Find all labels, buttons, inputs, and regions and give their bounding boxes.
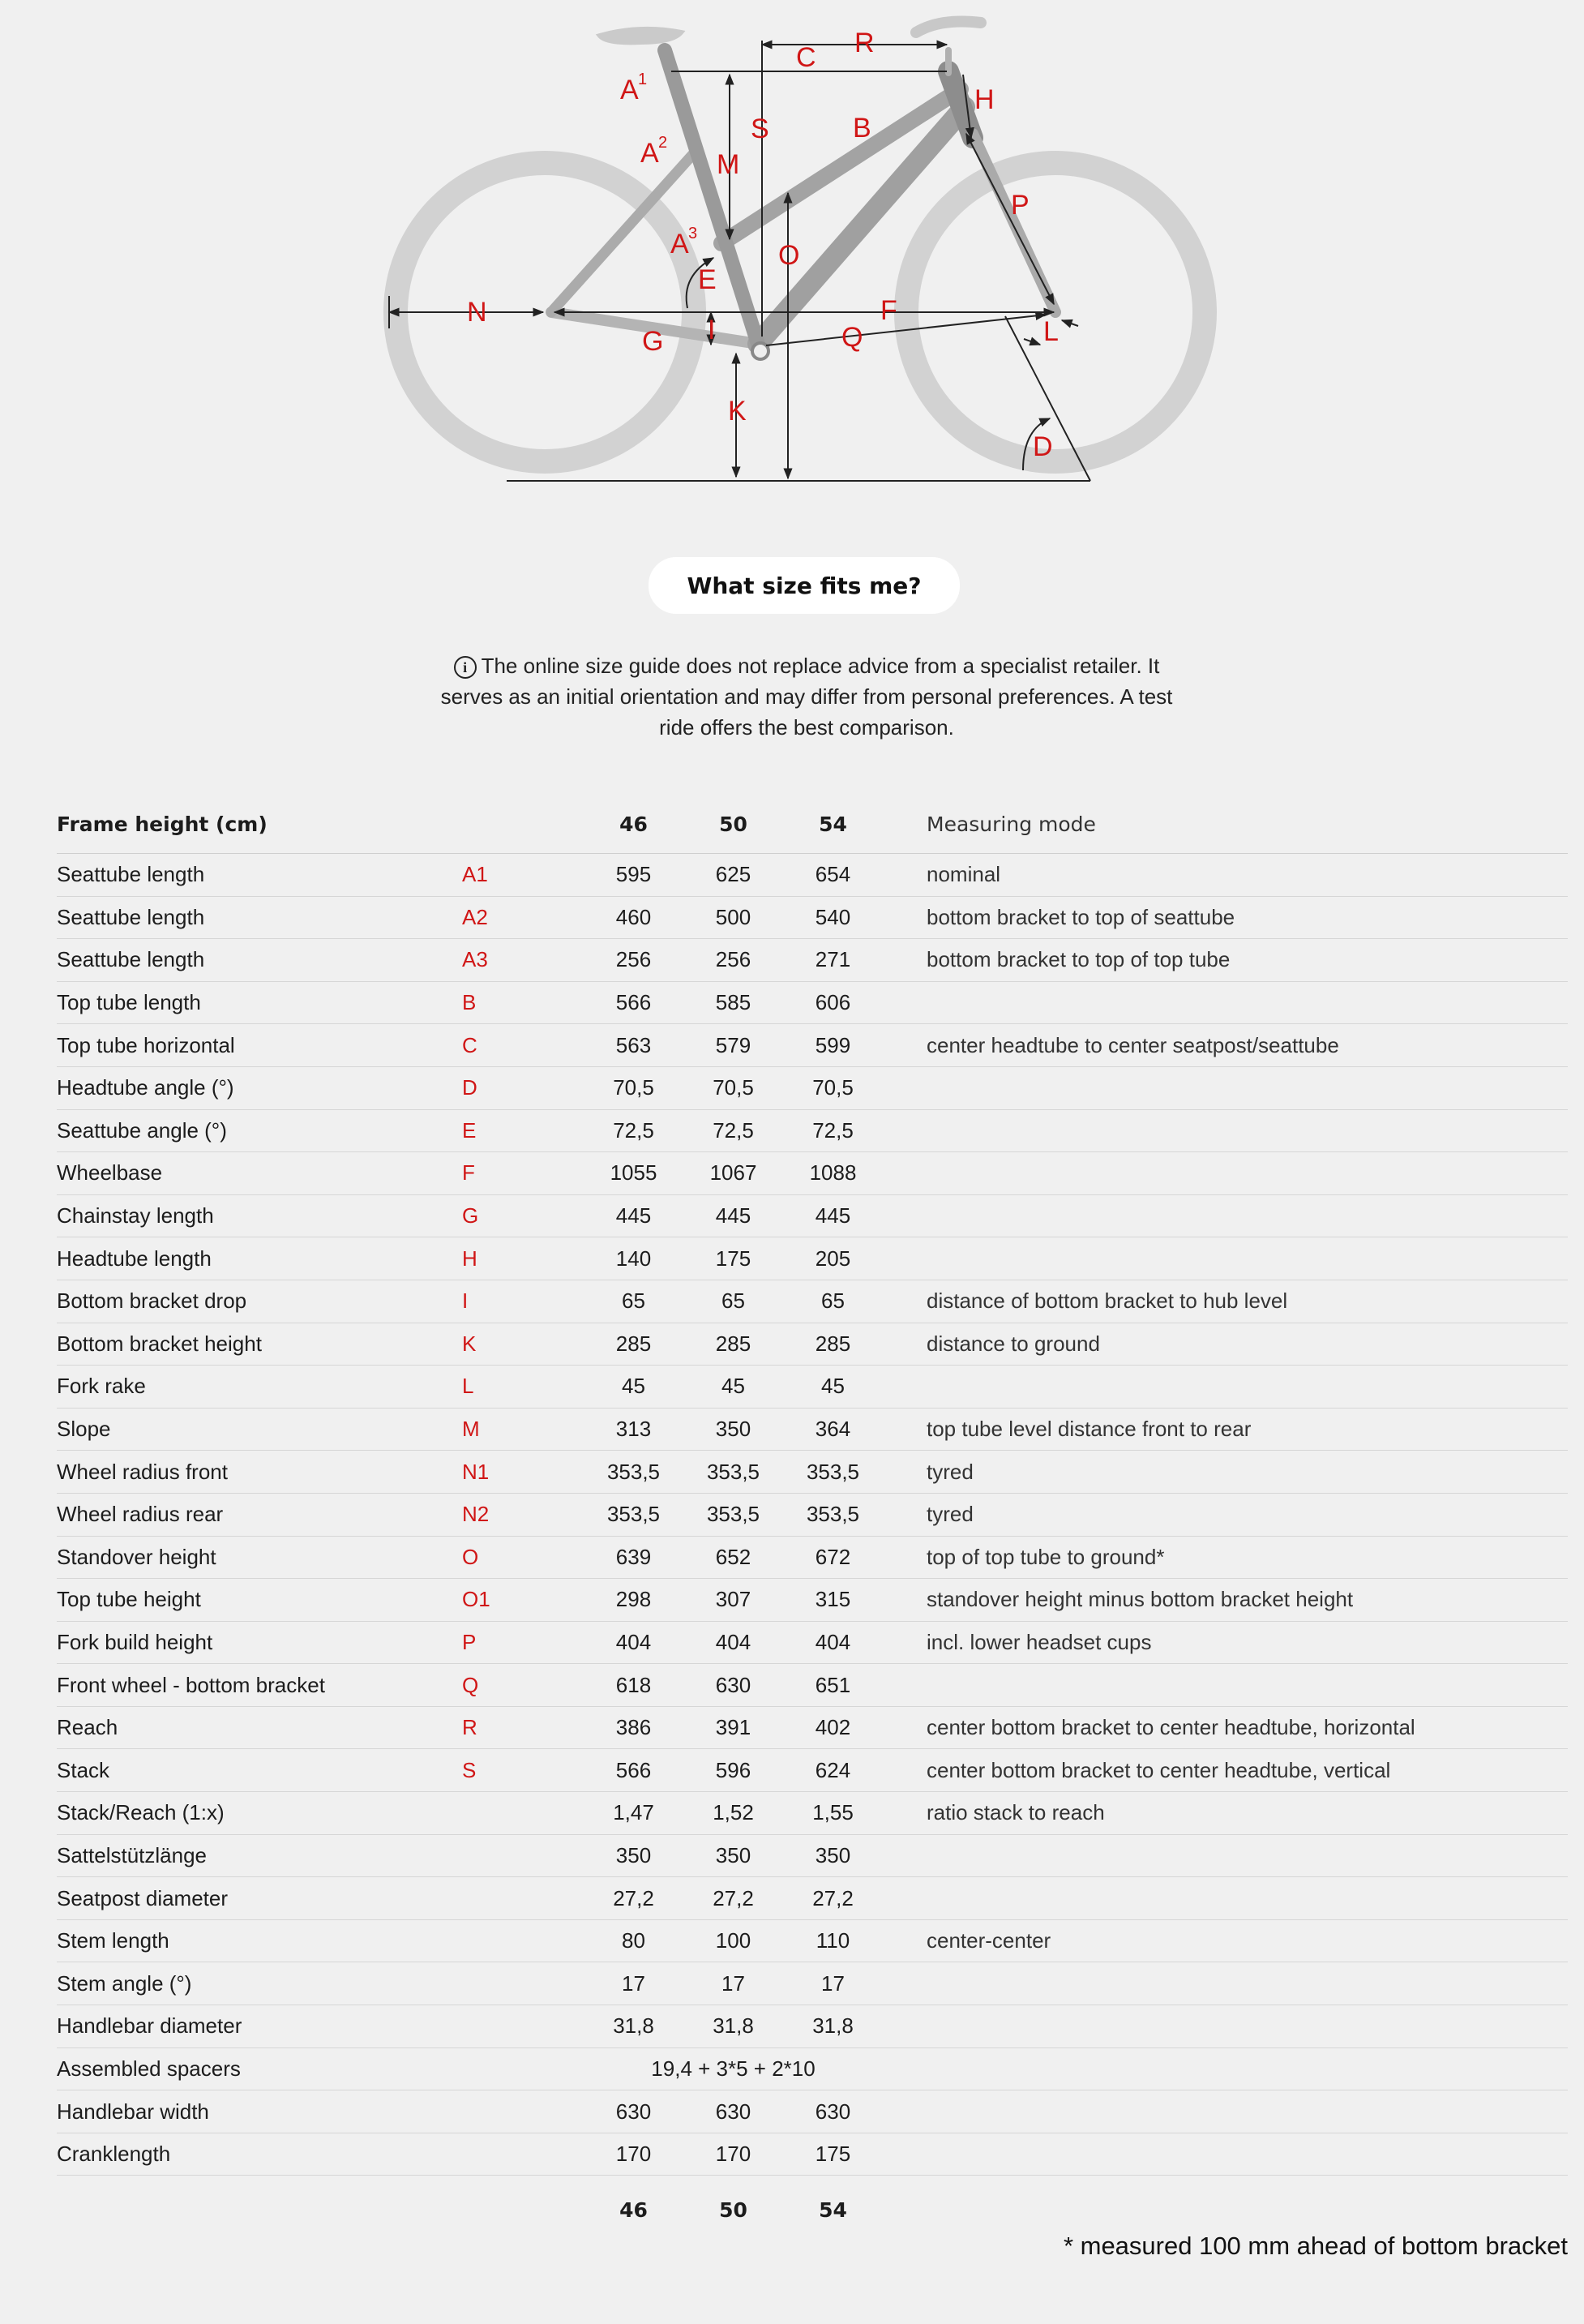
table-row bbox=[57, 1537, 1568, 1580]
row-mode: tyred bbox=[927, 1502, 974, 1527]
row-name: Seattube length bbox=[57, 862, 205, 887]
row-code: I bbox=[462, 1288, 469, 1314]
row-value: 307 bbox=[715, 1587, 751, 1612]
row-name: Stack bbox=[57, 1757, 110, 1782]
table-row bbox=[57, 1195, 1568, 1238]
row-mode: bottom bracket to top of top tube bbox=[927, 947, 1231, 972]
row-value: 315 bbox=[815, 1587, 851, 1612]
row-value: 350 bbox=[715, 1842, 751, 1867]
row-value: 625 bbox=[715, 862, 751, 887]
row-value: 271 bbox=[815, 947, 851, 972]
label-i: I bbox=[708, 315, 716, 345]
table-row bbox=[57, 1962, 1568, 2005]
row-value: 45 bbox=[721, 1374, 745, 1399]
row-value: 445 bbox=[715, 1203, 751, 1228]
row-code: D bbox=[462, 1075, 477, 1100]
row-name: Assembled spacers bbox=[57, 2056, 241, 2081]
table-row bbox=[57, 1877, 1568, 1920]
row-value: 72,5 bbox=[713, 1117, 754, 1143]
row-code: F bbox=[462, 1160, 475, 1186]
row-code: E bbox=[462, 1117, 477, 1143]
table-row bbox=[57, 854, 1568, 897]
row-name: Seattube angle (°) bbox=[57, 1117, 227, 1143]
row-value: 606 bbox=[815, 990, 851, 1015]
row-value: 654 bbox=[815, 862, 851, 887]
row-name: Stem length bbox=[57, 1928, 169, 1953]
table-row bbox=[57, 1152, 1568, 1195]
row-mode: top of top tube to ground* bbox=[927, 1544, 1165, 1569]
table-row bbox=[57, 1280, 1568, 1323]
row-code: A1 bbox=[462, 862, 488, 887]
label-b: B bbox=[853, 113, 871, 144]
row-name: Wheel radius front bbox=[57, 1459, 228, 1484]
row-code: R bbox=[462, 1715, 477, 1740]
label-a1: A bbox=[620, 75, 639, 105]
row-name: Bottom bracket height bbox=[57, 1331, 262, 1356]
row-name: Bottom bracket drop bbox=[57, 1288, 247, 1314]
row-value: 353,5 bbox=[706, 1502, 760, 1527]
row-mode: standover height minus bottom bracket height bbox=[927, 1587, 1354, 1612]
row-value: 31,8 bbox=[613, 2013, 654, 2039]
row-value: 445 bbox=[815, 1203, 851, 1228]
row-code: O1 bbox=[462, 1587, 490, 1612]
row-value: 45 bbox=[821, 1374, 845, 1399]
row-value: 402 bbox=[815, 1715, 851, 1740]
label-a1-sup: 1 bbox=[638, 71, 648, 88]
row-value: 72,5 bbox=[613, 1117, 654, 1143]
row-name: Fork rake bbox=[57, 1374, 146, 1399]
table-row bbox=[57, 1664, 1568, 1707]
measuring-mode-header: Measuring mode bbox=[927, 812, 1096, 836]
size-guide-disclaimer bbox=[438, 650, 1175, 743]
table-row bbox=[57, 1494, 1568, 1537]
row-code: S bbox=[462, 1757, 477, 1782]
table-header-row bbox=[57, 795, 1568, 854]
table-row bbox=[57, 2005, 1568, 2048]
row-value: 27,2 bbox=[713, 1885, 754, 1910]
table-row bbox=[57, 1237, 1568, 1280]
geometry-table bbox=[57, 795, 1568, 2244]
label-h: H bbox=[974, 84, 995, 115]
row-name: Cranklength bbox=[57, 2142, 171, 2167]
row-value: 285 bbox=[715, 1331, 751, 1356]
row-value: 256 bbox=[615, 947, 652, 972]
row-value: 80 bbox=[622, 1928, 645, 1953]
size-footer: 46 bbox=[619, 2198, 648, 2222]
row-value: 630 bbox=[815, 2099, 851, 2124]
label-l: L bbox=[1043, 316, 1059, 347]
row-value: 175 bbox=[715, 1246, 751, 1271]
row-value: 624 bbox=[815, 1757, 851, 1782]
row-value: 31,8 bbox=[713, 2013, 754, 2039]
table-row bbox=[57, 1707, 1568, 1750]
row-name: Top tube horizontal bbox=[57, 1032, 235, 1057]
row-code: L bbox=[462, 1374, 474, 1399]
row-value: 353,5 bbox=[806, 1459, 860, 1484]
row-name: Top tube length bbox=[57, 990, 201, 1015]
row-name: Standover height bbox=[57, 1544, 216, 1569]
table-row bbox=[57, 2048, 1568, 2091]
row-value: 630 bbox=[715, 1672, 751, 1697]
row-code: A3 bbox=[462, 947, 488, 972]
row-value: 350 bbox=[715, 1417, 751, 1442]
row-value: 70,5 bbox=[713, 1075, 754, 1100]
row-name: Handlebar diameter bbox=[57, 2013, 242, 2039]
row-value: 500 bbox=[715, 904, 751, 929]
info-circle-icon: i bbox=[454, 656, 477, 679]
row-value: 391 bbox=[715, 1715, 751, 1740]
label-k: K bbox=[728, 396, 747, 427]
table-row bbox=[57, 1920, 1568, 1963]
frame-height-header: Frame height (cm) bbox=[57, 812, 268, 836]
label-e: E bbox=[698, 264, 717, 295]
row-value: 170 bbox=[615, 2142, 652, 2167]
row-value: 285 bbox=[615, 1331, 652, 1356]
row-code: N2 bbox=[462, 1502, 490, 1527]
row-value: 205 bbox=[815, 1246, 851, 1271]
row-value: 1,55 bbox=[812, 1800, 854, 1825]
row-value: 618 bbox=[615, 1672, 652, 1697]
row-value: 445 bbox=[615, 1203, 652, 1228]
row-mode: top tube level distance front to rear bbox=[927, 1417, 1252, 1442]
row-name: Wheel radius rear bbox=[57, 1502, 224, 1527]
row-value: 17 bbox=[622, 1970, 645, 1996]
row-value: 595 bbox=[615, 862, 652, 887]
row-value: 313 bbox=[615, 1417, 652, 1442]
label-f: F bbox=[880, 295, 897, 326]
row-name: Headtube length bbox=[57, 1246, 212, 1271]
row-value: 404 bbox=[715, 1629, 751, 1654]
size-header: 50 bbox=[719, 812, 747, 836]
row-mode: center-center bbox=[927, 1928, 1051, 1953]
table-row bbox=[57, 897, 1568, 940]
row-value: 65 bbox=[721, 1288, 745, 1314]
row-value: 45 bbox=[622, 1374, 645, 1399]
row-value: 1,52 bbox=[713, 1800, 754, 1825]
row-name: Front wheel - bottom bracket bbox=[57, 1672, 325, 1697]
row-value: 364 bbox=[815, 1417, 851, 1442]
row-value: 350 bbox=[615, 1842, 652, 1867]
row-value: 31,8 bbox=[812, 2013, 854, 2039]
row-mode: ratio stack to reach bbox=[927, 1800, 1105, 1825]
row-value: 566 bbox=[615, 990, 652, 1015]
row-value: 27,2 bbox=[613, 1885, 654, 1910]
size-header: 54 bbox=[819, 812, 847, 836]
label-o: O bbox=[778, 240, 800, 271]
row-value: 70,5 bbox=[812, 1075, 854, 1100]
row-value: 630 bbox=[715, 2099, 751, 2124]
table-row bbox=[57, 1451, 1568, 1494]
row-mode: center headtube to center seatpost/seattube bbox=[927, 1032, 1339, 1057]
row-name: Wheelbase bbox=[57, 1160, 163, 1186]
table-row bbox=[57, 1409, 1568, 1451]
table-row bbox=[57, 1579, 1568, 1622]
label-d: D bbox=[1033, 431, 1053, 462]
row-value: 170 bbox=[715, 2142, 751, 2167]
label-a3: A bbox=[670, 229, 689, 259]
row-value: 256 bbox=[715, 947, 751, 972]
bike-geometry-diagram bbox=[0, 0, 1584, 519]
label-r: R bbox=[854, 28, 875, 58]
row-value: 651 bbox=[815, 1672, 851, 1697]
row-name: Top tube height bbox=[57, 1587, 201, 1612]
row-code: B bbox=[462, 990, 477, 1015]
row-value: 350 bbox=[815, 1842, 851, 1867]
row-code: N1 bbox=[462, 1459, 490, 1484]
row-name: Handlebar width bbox=[57, 2099, 209, 2124]
footnote: * measured 100 mm ahead of bottom bracket bbox=[1063, 2232, 1568, 2260]
row-value: 1,47 bbox=[613, 1800, 654, 1825]
row-name: Seatpost diameter bbox=[57, 1885, 229, 1910]
row-value: 672 bbox=[815, 1544, 851, 1569]
row-value: 1055 bbox=[610, 1160, 657, 1186]
label-m: M bbox=[717, 149, 740, 180]
row-code: K bbox=[462, 1331, 477, 1356]
table-row bbox=[57, 1622, 1568, 1665]
label-q: Q bbox=[841, 322, 863, 353]
label-g: G bbox=[642, 326, 664, 357]
row-value: 140 bbox=[615, 1246, 652, 1271]
table-row bbox=[57, 1024, 1568, 1067]
row-value: 175 bbox=[815, 2142, 851, 2167]
row-value: 65 bbox=[821, 1288, 845, 1314]
row-code: O bbox=[462, 1544, 479, 1569]
table-row bbox=[57, 1323, 1568, 1366]
row-mode: nominal bbox=[927, 862, 1001, 887]
row-mode: center bottom bracket to center headtube, vertical bbox=[927, 1757, 1391, 1782]
table-row bbox=[57, 1835, 1568, 1878]
row-name: Slope bbox=[57, 1417, 111, 1442]
label-n: N bbox=[467, 297, 487, 328]
row-mode: center bottom bracket to center headtube, horizontal bbox=[927, 1715, 1415, 1740]
row-name: Sattelstützlänge bbox=[57, 1842, 208, 1867]
disclaimer-text: The online size guide does not replace advice from a specialist retailer. It serves as an initial orientation and may differ from personal preferences. A test ride offers the best comparison. bbox=[440, 654, 1173, 740]
row-value: 65 bbox=[622, 1288, 645, 1314]
row-value: 353,5 bbox=[706, 1459, 760, 1484]
row-value: 540 bbox=[815, 904, 851, 929]
row-value: 630 bbox=[615, 2099, 652, 2124]
table-row bbox=[57, 2133, 1568, 2176]
row-value: 17 bbox=[721, 1970, 745, 1996]
table-row bbox=[57, 1067, 1568, 1110]
row-value: 72,5 bbox=[812, 1117, 854, 1143]
row-value: 353,5 bbox=[806, 1502, 860, 1527]
row-value: 353,5 bbox=[606, 1459, 661, 1484]
row-value-span: 19,4 + 3*5 + 2*10 bbox=[651, 2056, 816, 2081]
row-value: 596 bbox=[715, 1757, 751, 1782]
row-name: Headtube angle (°) bbox=[57, 1075, 234, 1100]
row-mode: bottom bracket to top of seattube bbox=[927, 904, 1235, 929]
row-value: 386 bbox=[615, 1715, 652, 1740]
table-row bbox=[57, 982, 1568, 1025]
table-row bbox=[57, 2090, 1568, 2133]
row-value: 599 bbox=[815, 1032, 851, 1057]
row-value: 110 bbox=[816, 1928, 850, 1953]
row-value: 460 bbox=[615, 904, 652, 929]
table-row bbox=[57, 939, 1568, 982]
row-value: 579 bbox=[715, 1032, 751, 1057]
row-name: Seattube length bbox=[57, 947, 205, 972]
row-value: 566 bbox=[615, 1757, 652, 1782]
row-value: 404 bbox=[815, 1629, 851, 1654]
label-s: S bbox=[751, 114, 769, 144]
row-value: 639 bbox=[615, 1544, 652, 1569]
row-value: 1088 bbox=[809, 1160, 857, 1186]
row-mode: distance of bottom bracket to hub level bbox=[927, 1288, 1288, 1314]
label-p: P bbox=[1011, 190, 1030, 221]
table-row bbox=[57, 1366, 1568, 1409]
label-c: C bbox=[796, 42, 816, 73]
table-row bbox=[57, 1749, 1568, 1792]
row-value: 585 bbox=[715, 990, 751, 1015]
size-guide-button[interactable]: What size fits me? bbox=[649, 557, 960, 614]
row-value: 404 bbox=[615, 1629, 652, 1654]
row-value: 563 bbox=[615, 1032, 652, 1057]
row-name: Seattube length bbox=[57, 904, 205, 929]
row-name: Stack/Reach (1:x) bbox=[57, 1800, 225, 1825]
row-code: G bbox=[462, 1203, 479, 1228]
row-value: 27,2 bbox=[812, 1885, 854, 1910]
row-value: 285 bbox=[815, 1331, 851, 1356]
row-name: Chainstay length bbox=[57, 1203, 214, 1228]
row-value: 353,5 bbox=[606, 1502, 661, 1527]
row-value: 100 bbox=[715, 1928, 751, 1953]
table-row bbox=[57, 1792, 1568, 1835]
row-code: A2 bbox=[462, 904, 488, 929]
table-row bbox=[57, 1110, 1568, 1153]
row-code: P bbox=[462, 1629, 477, 1654]
row-mode: distance to ground bbox=[927, 1331, 1100, 1356]
size-header: 46 bbox=[619, 812, 648, 836]
label-a2: A bbox=[640, 138, 659, 169]
row-code: H bbox=[462, 1246, 477, 1271]
row-code: C bbox=[462, 1032, 477, 1057]
size-footer: 50 bbox=[719, 2198, 747, 2222]
row-value: 1067 bbox=[709, 1160, 757, 1186]
row-name: Fork build height bbox=[57, 1629, 213, 1654]
row-name: Reach bbox=[57, 1715, 118, 1740]
size-footer: 54 bbox=[819, 2198, 847, 2222]
row-mode: incl. lower headset cups bbox=[927, 1629, 1152, 1654]
row-mode: tyred bbox=[927, 1459, 974, 1484]
row-value: 70,5 bbox=[613, 1075, 654, 1100]
row-code: M bbox=[462, 1417, 480, 1442]
row-name: Stem angle (°) bbox=[57, 1970, 192, 1996]
row-value: 298 bbox=[615, 1587, 652, 1612]
row-code: Q bbox=[462, 1672, 479, 1697]
row-value: 652 bbox=[715, 1544, 751, 1569]
label-a2-sup: 2 bbox=[658, 134, 668, 152]
row-value: 17 bbox=[821, 1970, 845, 1996]
label-a3-sup: 3 bbox=[688, 225, 698, 242]
